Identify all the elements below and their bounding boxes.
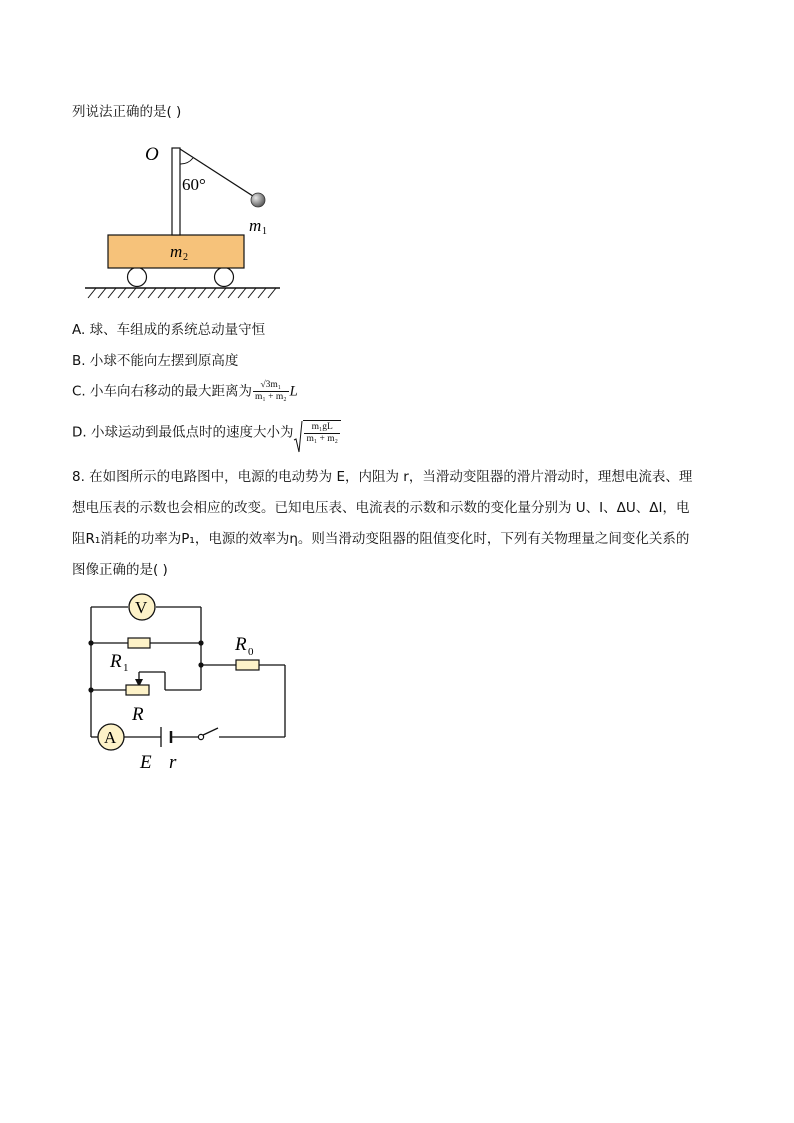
ammeter-label: A [104,728,117,747]
rheostat [126,685,149,695]
resistor-r0 [236,660,259,670]
q8-line-4: 图像正确的是( ) [72,562,168,578]
cart-mass-subscript: 2 [183,252,188,263]
circuit-wires [91,607,285,737]
q7-option-c-text: C. 小车向右移动的最大距离为 [72,383,253,400]
r0-subscript: 0 [248,646,254,658]
pivot-label: O [145,144,159,165]
r1-label: R [110,651,122,672]
angle-arc [180,158,193,164]
cart-wheel-right [215,268,234,287]
ball-mass-subscript: 1 [262,226,267,237]
pendulum-post [172,148,180,235]
resistor-r1 [128,638,150,648]
q7-option-c [72,380,298,403]
cart-wheel-left [128,268,147,287]
sqrt-sign-icon [293,420,303,454]
q7-stem-tail: 列说法正确的是( ) [72,104,182,120]
ground-hatching [88,288,276,298]
q7-option-c-numerator: √3m₁ [253,380,289,392]
q8-line-2: 想电压表的示数也会相应的改变。已知电压表、电流表的示数和示数的变化量分别为 U、I、ΔU、ΔI，电 [72,500,690,516]
cart-mass-label: m [170,242,183,261]
q7-option-d-denominator: m₁ + m₂ [306,434,338,444]
angle-label: 60° [182,175,206,194]
switch-contact [198,734,203,739]
q7-option-d-sqrt [293,420,341,445]
pendulum-ball [251,193,265,207]
q7-option-c-fraction [253,380,289,403]
internal-resistance-label: r [169,752,177,773]
q7-option-c-tail: L [289,383,298,400]
r0-label: R [235,634,247,655]
q7-option-d-numerator: m₁gL [304,422,340,434]
circuit-diagram [85,590,295,775]
r1-subscript: 1 [123,662,129,674]
emf-label: E [140,752,152,773]
ball-mass-label: m [249,216,262,235]
q7-option-b: B. 小球不能向左摆到原高度 [72,353,239,369]
q7-option-d [72,420,341,445]
pendulum-cart-figure [80,138,290,303]
rheostat-label: R [132,704,144,725]
q8-line-1: 8. 在如图所示的电路图中，电源的电动势为 E，内阻为 r，当滑动变阻器的滑片滑动时，理想电流表、理 [72,469,693,485]
q7-option-c-denominator: m₁ + m₂ [255,392,287,402]
q7-option-d-fraction [304,422,340,445]
q7-option-a: A. 球、车组成的系统总动量守恒 [72,322,266,338]
voltmeter-label: V [135,598,148,617]
q8-line-3: 阻R₁消耗的功率为P₁，电源的效率为η。则当滑动变阻器的阻值变化时，下列有关物理量之间变化关系的 [72,531,690,547]
q7-option-d-text: D. 小球运动到最低点时的速度大小为 [72,424,294,441]
